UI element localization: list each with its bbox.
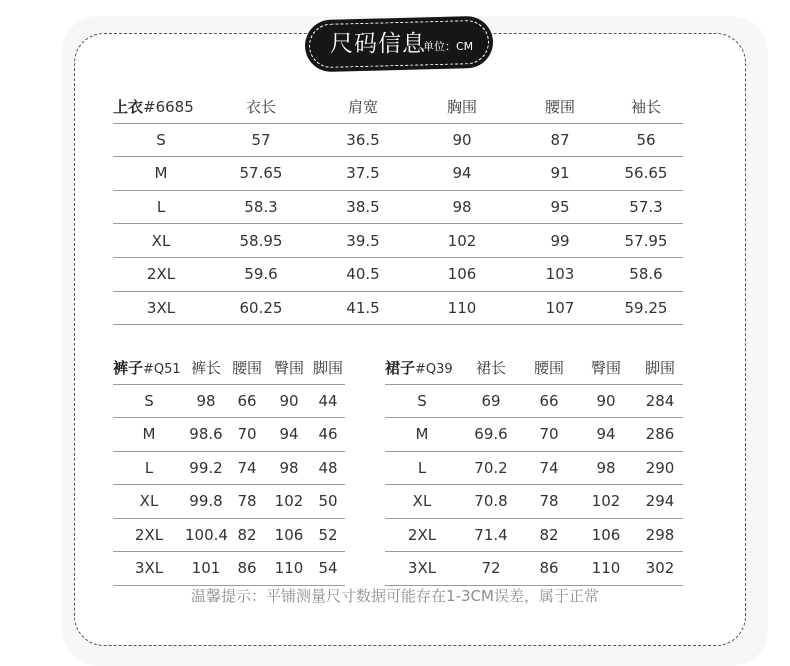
size-cell: S <box>113 123 209 157</box>
table-cell: 74 <box>523 451 575 485</box>
size-cell: 3XL <box>113 291 209 325</box>
table-cell: 44 <box>311 384 345 418</box>
table-cell: 39.5 <box>313 224 413 258</box>
size-cell: L <box>113 190 209 224</box>
table-cell: 90 <box>575 384 637 418</box>
table-cell: 58.6 <box>609 257 683 291</box>
column-header: 脚围 <box>311 351 345 384</box>
table-cell: 98.6 <box>185 418 227 452</box>
size-cell: XL <box>113 224 209 258</box>
table-cell: 54 <box>311 552 345 586</box>
table-cell: 94 <box>267 418 311 452</box>
size-cell: M <box>113 418 185 452</box>
table-cell: 86 <box>227 552 267 586</box>
table-cell: 110 <box>413 291 511 325</box>
table-cell: 100.4 <box>185 518 227 552</box>
table-cell: 57.95 <box>609 224 683 258</box>
table-cell: 98 <box>185 384 227 418</box>
table-cell: 46 <box>311 418 345 452</box>
tops-size-table <box>113 90 683 325</box>
table-row <box>113 518 345 552</box>
column-header: 臀围 <box>575 351 637 384</box>
table-cell: 98 <box>575 451 637 485</box>
table-cell: 290 <box>637 451 683 485</box>
table-cell: 101 <box>185 552 227 586</box>
size-cell: M <box>385 418 459 452</box>
table-row <box>113 123 683 157</box>
table-cell: 66 <box>523 384 575 418</box>
table-cell: 71.4 <box>459 518 523 552</box>
table-cell: 107 <box>511 291 609 325</box>
table-header-row <box>385 351 683 384</box>
table-row <box>113 257 683 291</box>
table-cell: 90 <box>267 384 311 418</box>
table-row <box>113 190 683 224</box>
table-cell: 98 <box>267 451 311 485</box>
measurement-note: 温馨提示：平铺测量尺寸数据可能存在1-3CM误差，属于正常 <box>191 587 599 605</box>
column-header: 肩宽 <box>313 90 413 123</box>
table-row <box>385 552 683 586</box>
table-cell: 57 <box>209 123 313 157</box>
size-cell: 2XL <box>113 257 209 291</box>
table-cell: 59.6 <box>209 257 313 291</box>
table-cell: 82 <box>523 518 575 552</box>
table-cell: 94 <box>575 418 637 452</box>
table-row <box>385 451 683 485</box>
table-cell: 56.65 <box>609 157 683 191</box>
size-cell: XL <box>385 485 459 519</box>
table-cell: 87 <box>511 123 609 157</box>
column-header: 腰围 <box>227 351 267 384</box>
table-cell: 102 <box>575 485 637 519</box>
table-row <box>385 384 683 418</box>
table-cell: 40.5 <box>313 257 413 291</box>
table-cell: 99 <box>511 224 609 258</box>
table-header-row <box>113 90 683 123</box>
table-cell: 70 <box>227 418 267 452</box>
unit-label: 单位：CM <box>423 40 474 53</box>
table-cell: 106 <box>267 518 311 552</box>
size-cell: S <box>385 384 459 418</box>
table-cell: 50 <box>311 485 345 519</box>
table-cell: 106 <box>575 518 637 552</box>
skirt-size-table <box>385 351 683 586</box>
table-cell: 56 <box>609 123 683 157</box>
table-cell: 72 <box>459 552 523 586</box>
column-header: 臀围 <box>267 351 311 384</box>
table-row <box>113 418 345 452</box>
column-header: 裙长 <box>459 351 523 384</box>
column-header: 胸围 <box>413 90 511 123</box>
table-cell: 102 <box>267 485 311 519</box>
table-cell: 59.25 <box>609 291 683 325</box>
table-cell: 294 <box>637 485 683 519</box>
table-row <box>385 418 683 452</box>
table-cell: 38.5 <box>313 190 413 224</box>
column-header: 腰围 <box>523 351 575 384</box>
table-cell: 70.8 <box>459 485 523 519</box>
pants-size-table <box>113 351 345 586</box>
table-cell: 57.3 <box>609 190 683 224</box>
table-cell: 74 <box>227 451 267 485</box>
size-cell: L <box>385 451 459 485</box>
table-cell: 110 <box>267 552 311 586</box>
table-row <box>385 518 683 552</box>
table-cell: 82 <box>227 518 267 552</box>
table-cell: 284 <box>637 384 683 418</box>
table-cell: 91 <box>511 157 609 191</box>
table-cell: 86 <box>523 552 575 586</box>
table-cell: 99.2 <box>185 451 227 485</box>
table-cell: 110 <box>575 552 637 586</box>
table-cell: 58.3 <box>209 190 313 224</box>
table-cell: 286 <box>637 418 683 452</box>
table-cell: 36.5 <box>313 123 413 157</box>
size-cell: 3XL <box>113 552 185 586</box>
column-header: 腰围 <box>511 90 609 123</box>
table-row <box>113 291 683 325</box>
table-cell: 78 <box>227 485 267 519</box>
size-cell: S <box>113 384 185 418</box>
table-cell: 70.2 <box>459 451 523 485</box>
table-cell: 66 <box>227 384 267 418</box>
table-cell: 94 <box>413 157 511 191</box>
table-row <box>113 384 345 418</box>
pants-table-label: 裤子#Q51 <box>113 351 185 384</box>
table-cell: 52 <box>311 518 345 552</box>
table-cell: 58.95 <box>209 224 313 258</box>
table-cell: 69 <box>459 384 523 418</box>
size-cell: 2XL <box>113 518 185 552</box>
column-header: 裤长 <box>185 351 227 384</box>
table-cell: 99.8 <box>185 485 227 519</box>
table-cell: 69.6 <box>459 418 523 452</box>
column-header: 衣长 <box>209 90 313 123</box>
table-cell: 298 <box>637 518 683 552</box>
table-header-row <box>113 351 345 384</box>
skirt-table-label: 裙子#Q39 <box>385 351 459 384</box>
table-row <box>113 157 683 191</box>
table-row <box>113 224 683 258</box>
table-cell: 57.65 <box>209 157 313 191</box>
table-row <box>113 485 345 519</box>
table-cell: 78 <box>523 485 575 519</box>
size-cell: L <box>113 451 185 485</box>
table-row <box>113 552 345 586</box>
table-cell: 102 <box>413 224 511 258</box>
table-cell: 302 <box>637 552 683 586</box>
size-cell: 2XL <box>385 518 459 552</box>
table-cell: 41.5 <box>313 291 413 325</box>
table-cell: 95 <box>511 190 609 224</box>
tops-table-label: 上衣#6685 <box>113 90 209 123</box>
table-cell: 90 <box>413 123 511 157</box>
table-cell: 103 <box>511 257 609 291</box>
table-cell: 48 <box>311 451 345 485</box>
column-header: 袖长 <box>609 90 683 123</box>
table-cell: 106 <box>413 257 511 291</box>
table-row <box>113 451 345 485</box>
table-cell: 37.5 <box>313 157 413 191</box>
table-cell: 98 <box>413 190 511 224</box>
size-cell: XL <box>113 485 185 519</box>
page-title: 尺码信息 <box>330 31 426 57</box>
size-cell: 3XL <box>385 552 459 586</box>
table-row <box>385 485 683 519</box>
column-header: 脚围 <box>637 351 683 384</box>
table-cell: 70 <box>523 418 575 452</box>
size-cell: M <box>113 157 209 191</box>
table-cell: 60.25 <box>209 291 313 325</box>
